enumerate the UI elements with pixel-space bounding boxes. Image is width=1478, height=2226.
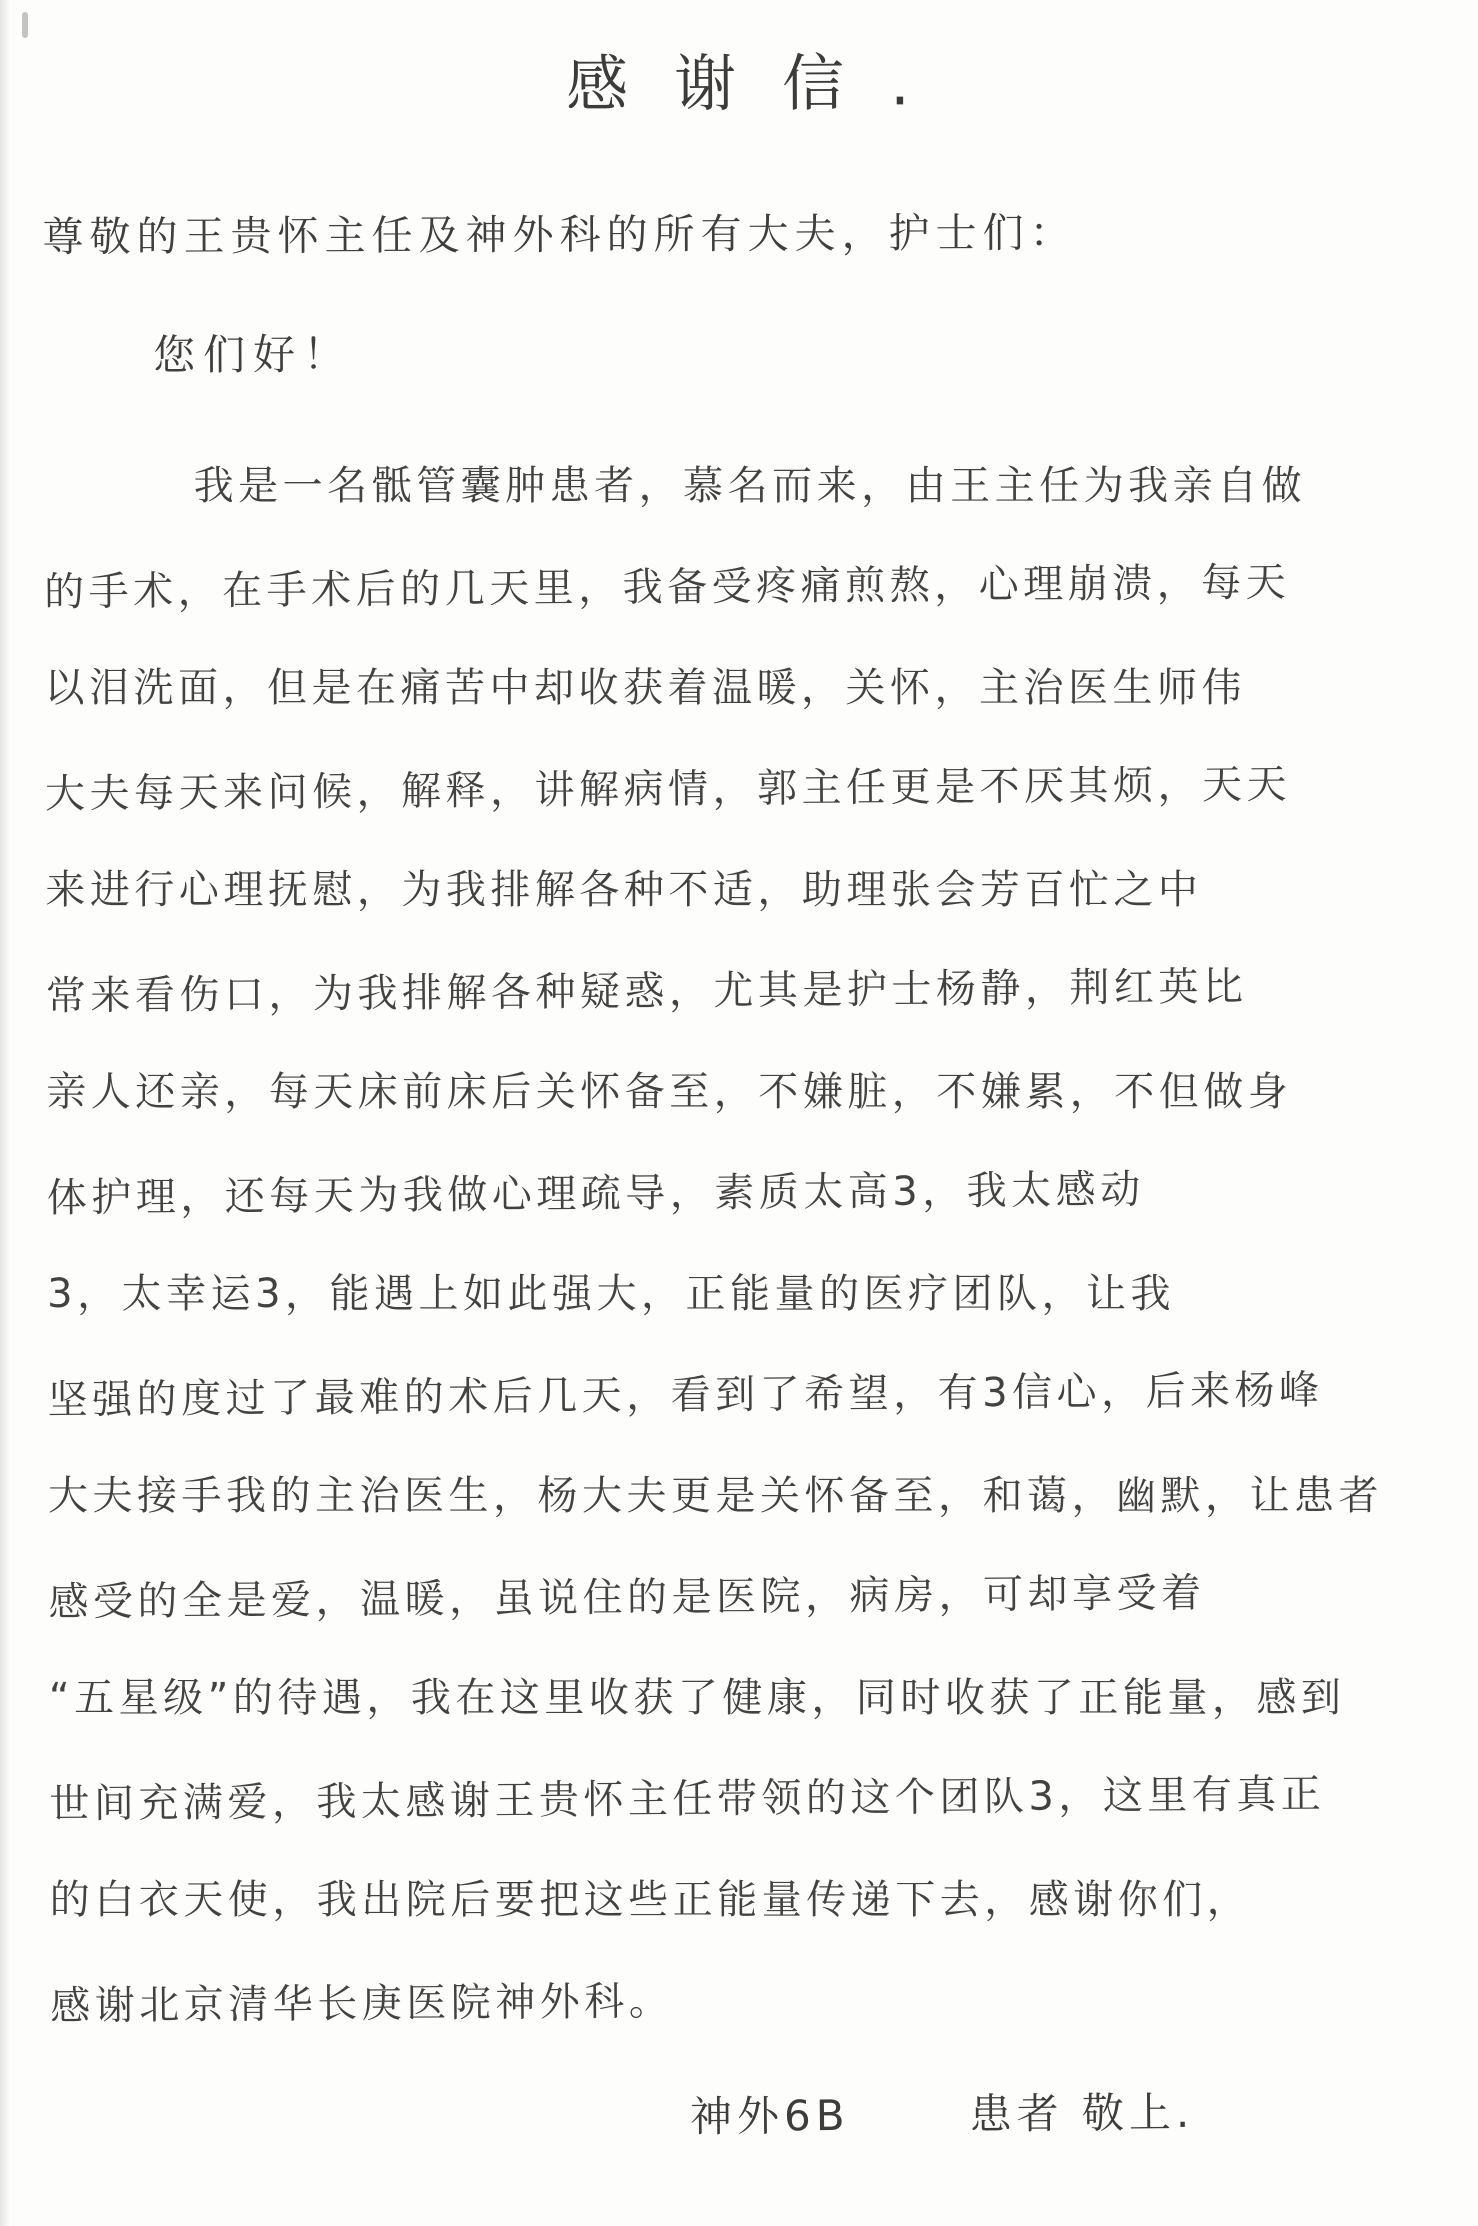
letter-line: 大夫接手我的主治医生，杨大夫更是关怀备至，和蔼，幽默，让患者	[48, 1472, 1384, 1519]
signature-block	[690, 2080, 1195, 2144]
letter-line: 亲人还亲，每天床前床后关怀备至，不嫌脏，不嫌累，不但做身	[46, 1068, 1293, 1115]
letter-line: 常来看伤口，为我排解各种疑惑，尤其是护士杨静，荆红英比	[45, 964, 1248, 1020]
letter-line: 3，太幸运3，能遇上如此强大，正能量的医疗团队，让我	[47, 1270, 1176, 1317]
letter-line: 世间充满爱，我太感谢王贵怀主任带领的这个团队3，这里有真正	[49, 1771, 1326, 1828]
signature-unit: 神外6B	[689, 2090, 850, 2142]
letter-body	[43, 429, 1442, 2051]
letter-line: 感谢北京清华长庚医院神外科。	[50, 1978, 674, 2030]
signature-signer: 患者 敬上.	[969, 2087, 1195, 2139]
scan-artifact	[22, 12, 28, 38]
letter-line: 体护理，还每天为我做心理疏导，素质太高3，我太感动	[46, 1166, 1145, 1222]
letter-content	[42, 0, 1443, 2051]
scan-edge-shadow	[0, 0, 10, 2226]
salutation-line: 尊敬的王贵怀主任及神外科的所有大夫，护士们：	[42, 208, 1077, 262]
letter-line: 大夫每天来问候，解释，讲解病情，郭主任更是不厌其烦，天天	[44, 761, 1292, 818]
letter-line: 的白衣天使，我出院后要把这些正能量传递下去，感谢你们，	[49, 1876, 1252, 1923]
letter-line: 来进行心理抚慰，为我排解各种不适，助理张会芳百忙之中	[45, 867, 1203, 914]
letter-line: 坚强的度过了最难的术后几天，看到了希望，有3信心，后来杨峰	[47, 1367, 1324, 1424]
letter-line: 感受的全是爱，温暖，虽说住的是医院，病房，可却享受着	[48, 1570, 1206, 1626]
greeting-line: 您们好！	[152, 329, 354, 380]
letter-line: 以泪洗面，但是在痛苦中却收获着温暖，关怀，主治医生师伟	[44, 665, 1247, 712]
letter-line: 的手术，在手术后的几天里，我备受疼痛煎熬，心理崩溃，每天	[43, 559, 1291, 616]
letter-title: 感谢信.	[565, 46, 956, 121]
letter-line: “五星级”的待遇，我在这里收获了健康，同时收获了正能量，感到	[48, 1674, 1346, 1721]
letter-line: 我是一名骶管囊肿患者，慕名而来，由王主任为我亲自做	[193, 463, 1307, 510]
